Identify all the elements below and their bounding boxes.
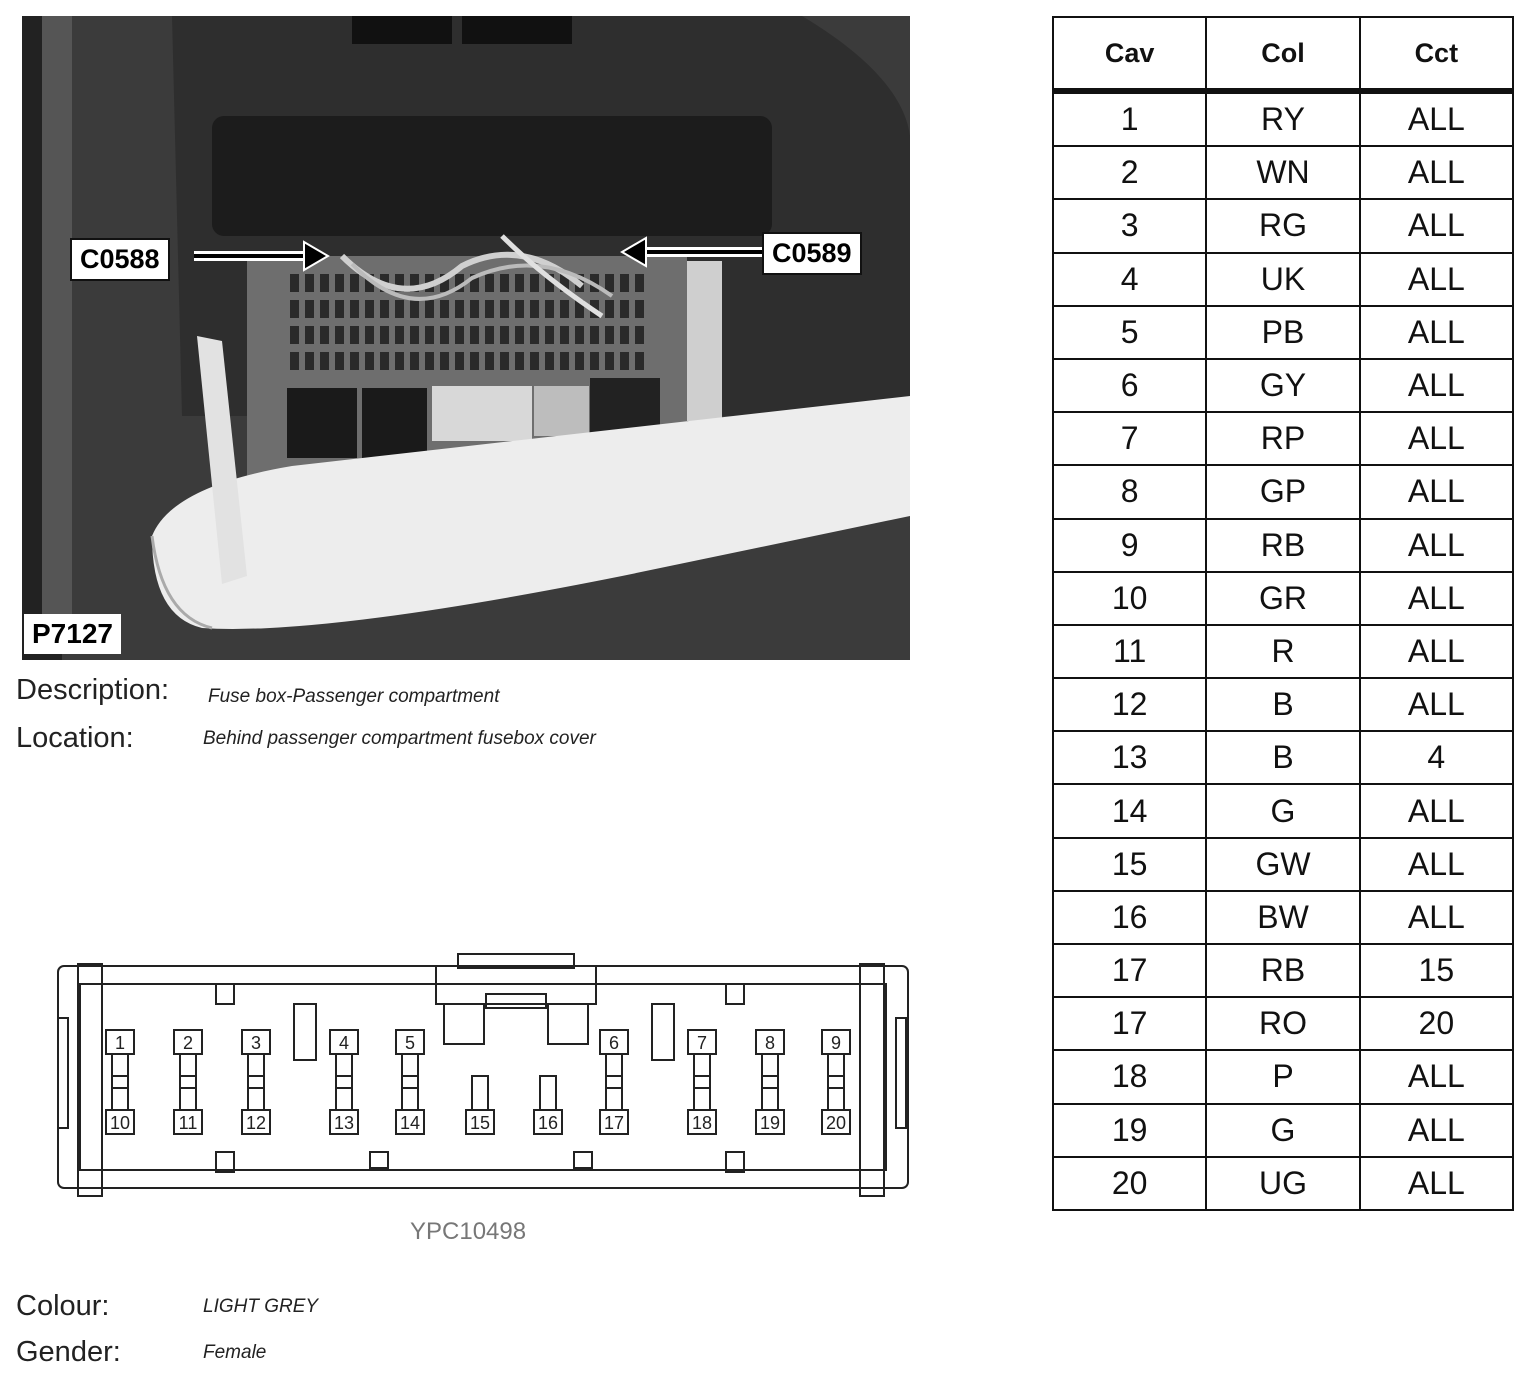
fuse-slot (500, 274, 509, 292)
cavity-16 (534, 1076, 562, 1134)
table-row (1053, 997, 1513, 1050)
fuse-slot (620, 352, 629, 370)
fuse-slot (380, 300, 389, 318)
table-row (1053, 91, 1513, 146)
circuit-cell: ALL (1360, 1104, 1513, 1157)
fuse-slot (635, 352, 644, 370)
description-value: Fuse box-Passenger compartment (208, 686, 500, 707)
circuit-cell: ALL (1360, 306, 1513, 359)
colour-cell: RP (1206, 412, 1359, 465)
circuit-cell: ALL (1360, 891, 1513, 944)
cavity-number: 12 (245, 1113, 267, 1133)
circuit-cell: 20 (1360, 997, 1513, 1050)
cavity-number: 18 (691, 1113, 713, 1133)
fuse-slot (380, 352, 389, 370)
fuse-slot (395, 352, 404, 370)
colour-cell: BW (1206, 891, 1359, 944)
circuit-cell: ALL (1360, 91, 1513, 146)
fuse-slot (515, 352, 524, 370)
cavity-cell: 9 (1053, 519, 1206, 572)
cavity-7 (688, 1030, 716, 1088)
cavity-number: 10 (109, 1113, 131, 1133)
table-row (1053, 412, 1513, 465)
gender-label: Gender: (16, 1336, 121, 1368)
colour-cell: B (1206, 731, 1359, 784)
cavity-number: 14 (399, 1113, 421, 1133)
fuse-slot (470, 300, 479, 318)
colour-cell: P (1206, 1050, 1359, 1103)
fuse-slot (500, 326, 509, 344)
colour-cell: G (1206, 784, 1359, 837)
circuit-cell: 4 (1360, 731, 1513, 784)
table-row (1053, 359, 1513, 412)
cavity-cell: 19 (1053, 1104, 1206, 1157)
cavity-13 (330, 1076, 358, 1134)
fuse-slot (335, 326, 344, 344)
colour-value: LIGHT GREY (203, 1296, 319, 1317)
fuse-slot (305, 326, 314, 344)
fuse-slot (545, 326, 554, 344)
fuse-slot (635, 300, 644, 318)
colour-cell: GR (1206, 572, 1359, 625)
cavity-cell: 18 (1053, 1050, 1206, 1103)
fuse-slot (620, 300, 629, 318)
fuse-slot (410, 326, 419, 344)
cct-header: Cct (1360, 17, 1513, 91)
colour-cell: R (1206, 625, 1359, 678)
fuse-slot (605, 300, 614, 318)
cavity-number: 8 (764, 1033, 776, 1053)
fuse-slot (605, 274, 614, 292)
colour-cell: RB (1206, 519, 1359, 572)
cav-header: Cav (1053, 17, 1206, 91)
drawing-code: YPC10498 (410, 1218, 527, 1245)
circuit-cell: ALL (1360, 146, 1513, 199)
circuit-cell: ALL (1360, 519, 1513, 572)
colour-cell: RB (1206, 944, 1359, 997)
pinout-table (1052, 16, 1514, 1211)
description-label: Description: (16, 674, 170, 706)
cavity-18 (688, 1076, 716, 1134)
fuse-slot (620, 326, 629, 344)
fuse-slot (290, 274, 299, 292)
circuit-cell: ALL (1360, 253, 1513, 306)
fuse-slot (365, 326, 374, 344)
fuse-slot (455, 300, 464, 318)
fuse-slot (545, 300, 554, 318)
circuit-cell: ALL (1360, 678, 1513, 731)
fuse-slot (425, 300, 434, 318)
cavity-number: 6 (608, 1033, 620, 1053)
colour-cell: G (1206, 1104, 1359, 1157)
fuse-slot (365, 352, 374, 370)
fuse-slot (395, 326, 404, 344)
cavity-cell: 12 (1053, 678, 1206, 731)
fuse-slot (290, 352, 299, 370)
location-value: Behind passenger compartment fusebox cover (203, 728, 596, 749)
colour-cell: GW (1206, 838, 1359, 891)
table-row (1053, 253, 1513, 306)
colour-cell: RY (1206, 91, 1359, 146)
cavity-9 (822, 1030, 850, 1088)
cavity-cell: 14 (1053, 784, 1206, 837)
cavity-11 (174, 1076, 202, 1134)
fuse-slot (350, 352, 359, 370)
connector-face-diagram (40, 930, 920, 1200)
table-row (1053, 146, 1513, 199)
col-header: Col (1206, 17, 1359, 91)
circuit-cell: ALL (1360, 572, 1513, 625)
table-row (1053, 784, 1513, 837)
fuse-slot (410, 352, 419, 370)
fusebox-photo (22, 16, 910, 660)
fuse-slot (455, 326, 464, 344)
fuse-slot (425, 352, 434, 370)
fuse-slot (485, 326, 494, 344)
cavity-number: 7 (696, 1033, 708, 1053)
cavity-12 (242, 1076, 270, 1134)
table-row (1053, 199, 1513, 252)
fuse-slot (515, 326, 524, 344)
table-row (1053, 519, 1513, 572)
fuse-slot (290, 300, 299, 318)
circuit-cell: ALL (1360, 838, 1513, 891)
cavity-cell: 10 (1053, 572, 1206, 625)
cavity-cell: 17 (1053, 944, 1206, 997)
cavity-cell: 6 (1053, 359, 1206, 412)
cavity-10 (106, 1076, 134, 1134)
cavity-number: 19 (759, 1113, 781, 1133)
cavity-4 (330, 1030, 358, 1088)
cavity-2 (174, 1030, 202, 1088)
fuse-slot (380, 326, 389, 344)
fuse-slot (575, 326, 584, 344)
table-row (1053, 1104, 1513, 1157)
fuse-slot (560, 352, 569, 370)
fuse-slot (530, 352, 539, 370)
fuse-slot (590, 326, 599, 344)
cavity-cell: 11 (1053, 625, 1206, 678)
cavity-cell: 7 (1053, 412, 1206, 465)
fuse-slot (320, 326, 329, 344)
circuit-cell: 15 (1360, 944, 1513, 997)
table-header-row (1053, 17, 1513, 91)
cavity-15 (466, 1076, 494, 1134)
fuse-slot (485, 352, 494, 370)
fuse-slot (590, 352, 599, 370)
cavity-cell: 13 (1053, 731, 1206, 784)
fuse-slot (500, 300, 509, 318)
location-label: Location: (16, 722, 134, 754)
table-row (1053, 306, 1513, 359)
cavity-5 (396, 1030, 424, 1088)
cavity-cell: 2 (1053, 146, 1206, 199)
fuse-slot (530, 274, 539, 292)
cavity-cell: 3 (1053, 199, 1206, 252)
fuse-slot (440, 352, 449, 370)
fuse-slot (350, 274, 359, 292)
cavity-number: 4 (338, 1033, 350, 1053)
cavity-number: 13 (333, 1113, 355, 1133)
table-row (1053, 625, 1513, 678)
fuse-slot (305, 352, 314, 370)
c0589-callout: C0589 (762, 232, 862, 275)
fuse-slot (635, 326, 644, 344)
fuse-slot (530, 326, 539, 344)
table-row (1053, 678, 1513, 731)
cavity-number: 3 (250, 1033, 262, 1053)
gender-value: Female (203, 1342, 267, 1363)
cavity-number: 15 (469, 1113, 491, 1133)
fuse-slot (500, 352, 509, 370)
cavity-cell: 1 (1053, 91, 1206, 146)
table-row (1053, 572, 1513, 625)
cavity-number: 11 (178, 1113, 198, 1133)
colour-cell: PB (1206, 306, 1359, 359)
table-row (1053, 944, 1513, 997)
fuse-slot (305, 300, 314, 318)
cavity-number: 20 (825, 1113, 847, 1133)
table-row (1053, 1050, 1513, 1103)
cavity-20 (822, 1076, 850, 1134)
circuit-cell: ALL (1360, 359, 1513, 412)
fuse-slot (455, 352, 464, 370)
table-row (1053, 891, 1513, 944)
colour-cell: GY (1206, 359, 1359, 412)
cavity-number: 17 (603, 1113, 625, 1133)
cavity-cell: 5 (1053, 306, 1206, 359)
colour-cell: WN (1206, 146, 1359, 199)
fuse-slot (470, 352, 479, 370)
cavity-1 (106, 1030, 134, 1088)
fuse-slot (365, 300, 374, 318)
fuse-slot (395, 300, 404, 318)
cavity-cell: 4 (1053, 253, 1206, 306)
cavity-number: 1 (114, 1033, 126, 1053)
fuse-slot (350, 326, 359, 344)
circuit-cell: ALL (1360, 465, 1513, 518)
fusebox-photo-drawing (22, 16, 910, 660)
colour-cell: UK (1206, 253, 1359, 306)
cavity-6 (600, 1030, 628, 1088)
fuse-slot (440, 326, 449, 344)
cavity-cell: 20 (1053, 1157, 1206, 1210)
cavity-cell: 8 (1053, 465, 1206, 518)
colour-cell: B (1206, 678, 1359, 731)
fuse-slot (440, 300, 449, 318)
fuse-slot (470, 326, 479, 344)
fuse-slot (335, 274, 344, 292)
fuse-slot (575, 352, 584, 370)
fuse-slot (620, 274, 629, 292)
colour-cell: GP (1206, 465, 1359, 518)
table-row (1053, 465, 1513, 518)
fuse-slot (425, 326, 434, 344)
c0588-callout: C0588 (70, 238, 170, 281)
colour-cell: RO (1206, 997, 1359, 1050)
colour-cell: RG (1206, 199, 1359, 252)
fuse-slot (560, 300, 569, 318)
table-row (1053, 1157, 1513, 1210)
fuse-slot (305, 274, 314, 292)
cavity-8 (756, 1030, 784, 1088)
cavity-17 (600, 1076, 628, 1134)
fuse-slot (485, 300, 494, 318)
cavity-number: 16 (537, 1113, 559, 1133)
colour-cell: UG (1206, 1157, 1359, 1210)
colour-label: Colour: (16, 1290, 110, 1322)
circuit-cell: ALL (1360, 784, 1513, 837)
fuse-slot (605, 352, 614, 370)
fuse-slot (320, 352, 329, 370)
fuse-slot (485, 274, 494, 292)
circuit-cell: ALL (1360, 412, 1513, 465)
cavity-19 (756, 1076, 784, 1134)
fuse-slot (320, 274, 329, 292)
cavity-cell: 17 (1053, 997, 1206, 1050)
fuse-slot (605, 326, 614, 344)
fuse-slot (515, 300, 524, 318)
fuse-slot (560, 326, 569, 344)
circuit-cell: ALL (1360, 625, 1513, 678)
table-row (1053, 731, 1513, 784)
fuse-slot (410, 300, 419, 318)
circuit-cell: ALL (1360, 1050, 1513, 1103)
circuit-cell: ALL (1360, 199, 1513, 252)
fuse-slot (335, 300, 344, 318)
table-row (1053, 838, 1513, 891)
fuse-slot (335, 352, 344, 370)
fuse-slot (320, 300, 329, 318)
cavity-3 (242, 1030, 270, 1088)
fuse-slot (515, 274, 524, 292)
cavity-number: 2 (182, 1033, 194, 1053)
fuse-slot (290, 326, 299, 344)
circuit-cell: ALL (1360, 1157, 1513, 1210)
cavity-cell: 15 (1053, 838, 1206, 891)
fuse-slot (635, 274, 644, 292)
fuse-slot (530, 300, 539, 318)
photo-reference-label: P7127 (24, 614, 121, 654)
fuse-slot (545, 352, 554, 370)
cavity-number: 9 (830, 1033, 842, 1053)
fuse-slot (350, 300, 359, 318)
cavity-14 (396, 1076, 424, 1134)
cavity-number: 5 (404, 1033, 416, 1053)
cavity-cell: 16 (1053, 891, 1206, 944)
